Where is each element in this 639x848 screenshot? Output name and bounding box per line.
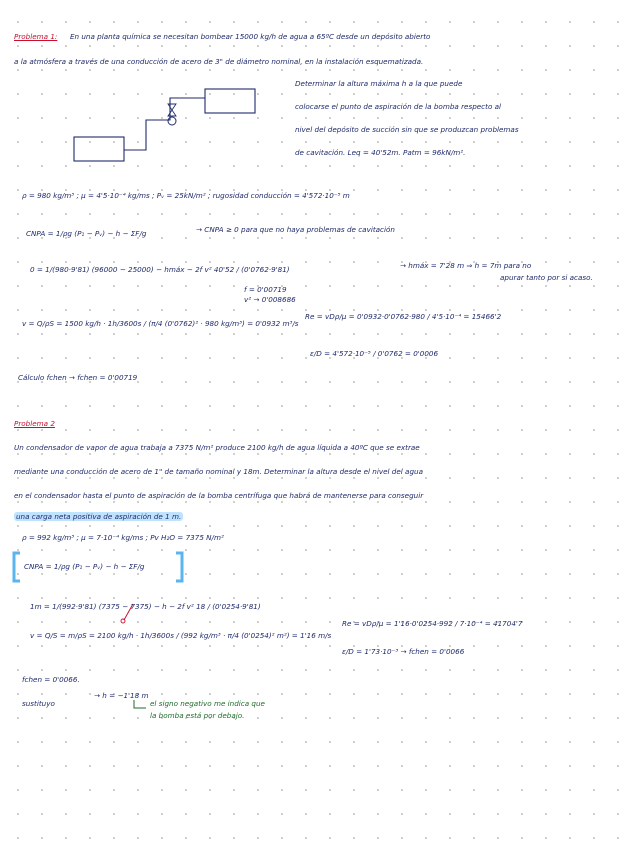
sign-note: la bomba está por debajo. [150, 711, 245, 720]
highlight-bracket [176, 553, 182, 581]
statement-line: mediante una conducción de acero de 1" de tamaño nominal y 18m. Determinar la altura desde el nivel del agua [14, 467, 423, 476]
reynolds-eq: Re = vDρ/μ = 0'0932·0'0762·980 / 4'5·10⁻⁴ = 15466'2 [305, 312, 502, 321]
equation: CNPA = 1/ρg (P₁ − Pᵥ) − h − ΣF/g [26, 229, 147, 238]
equation-note: → CNPA ≥ 0 para que no haya problemas de cavitación [196, 225, 395, 234]
statement-line-highlighted: una carga neta positiva de aspiración de 1 m. [16, 512, 182, 521]
pump-icon [168, 117, 176, 125]
valve-icon [168, 110, 176, 116]
velocity-eq: v = Q/S = m/ρS = 2100 kg/h · 1h/3600s / (992 kg/m³ · π/4 (0'0254)² m²) = 1'16 m/s [30, 631, 332, 640]
statement-line: Determinar la altura máxima h a la que puede [295, 79, 463, 88]
equation: CNPA = 1/ρg (P₁ − Pᵥ) − h − ΣF/g [24, 562, 145, 571]
fchen-result: fchen = 0'0066. [22, 675, 80, 684]
valve-icon [168, 104, 176, 110]
statement-line: de cavitación. Leq = 40'52m. Patm = 96kN/m². [295, 148, 466, 157]
given-data: ρ = 980 kg/m³ ; μ = 4'5·10⁻⁴ kg/ms ; Pᵥ = 25kN/m² ; rugosidad conducción = 4'572·10⁻⁵ m [22, 191, 350, 200]
statement-line: nivel del depósito de succión sin que se produzcan problemas [295, 125, 519, 134]
velocity-squared: v² → 0'008686 [244, 295, 296, 304]
statement-line: a la atmósfera a través de una conducción de acero de 3" de diámetro nominal, en la instalación esquematizada. [14, 57, 424, 66]
reynolds-eq: Re = vDρ/μ = 1'16·0'0254·992 / 7·10⁻⁴ = 41704'7 [342, 619, 523, 628]
discharge-tank [205, 89, 255, 113]
roughness-eq: ε/D = 4'572·10⁻⁵ / 0'0762 = 0'0006 [310, 349, 439, 358]
problem-1-title: Problema 1: [14, 32, 58, 41]
result-note: apurar tanto por si acaso. [500, 273, 593, 282]
statement-line: Un condensador de vapor de agua trabaja a 7375 N/m² produce 2100 kg/h de agua líquida a 40ºC que se extrae [14, 443, 420, 452]
suction-tank [74, 137, 124, 161]
pipe [124, 98, 205, 150]
substitute-label: sustituyo [22, 699, 55, 708]
final-result: → h = −1'18 m [94, 691, 149, 700]
equation: 1m = 1/(992·9'81) (7375 − 7375) − h − 2f v² 18 / (0'0254·9'81) [30, 602, 261, 611]
statement-line: colocarse el punto de aspiración de la bomba respecto al [295, 102, 502, 111]
friction-factor: f = 0'00719 [244, 285, 287, 294]
fchen-result: Cálculo fchen → fchen = 0'00719 [18, 373, 138, 382]
result: → hmáx = 7'28 m ⇒ h = 7m para no [400, 261, 532, 270]
equation: 0 = 1/(980·9'81) (96000 − 25000) − hmáx − 2f v² 40'52 / (0'0762·9'81) [30, 265, 290, 274]
highlight-bracket [14, 553, 20, 581]
roughness-eq: ε/D = 1'73·10⁻³ → fchen = 0'0066 [342, 647, 465, 656]
problem-2-title: Problema 2 [14, 419, 55, 428]
strike-mark [121, 619, 125, 623]
given-data: ρ = 992 kg/m³ ; μ = 7·10⁻⁴ kg/ms ; Pv H₂O = 7375 N/m² [22, 533, 224, 542]
statement-line: En una planta química se necesitan bombear 15000 kg/h de agua a 65ºC desde un depósito abierto [70, 32, 431, 41]
sign-note: el signo negativo me indica que [150, 699, 265, 708]
velocity-eq: v = Q/ρS = 1500 kg/h · 1h/3600s / (π/4 (0'0762)² · 980 kg/m³) = 0'0932 m³/s [22, 319, 299, 328]
note-arrow [134, 700, 146, 708]
statement-line: en el condensador hasta el punto de aspiración de la bomba centrífuga que habrá de mantenerse para conseguir [14, 491, 424, 500]
